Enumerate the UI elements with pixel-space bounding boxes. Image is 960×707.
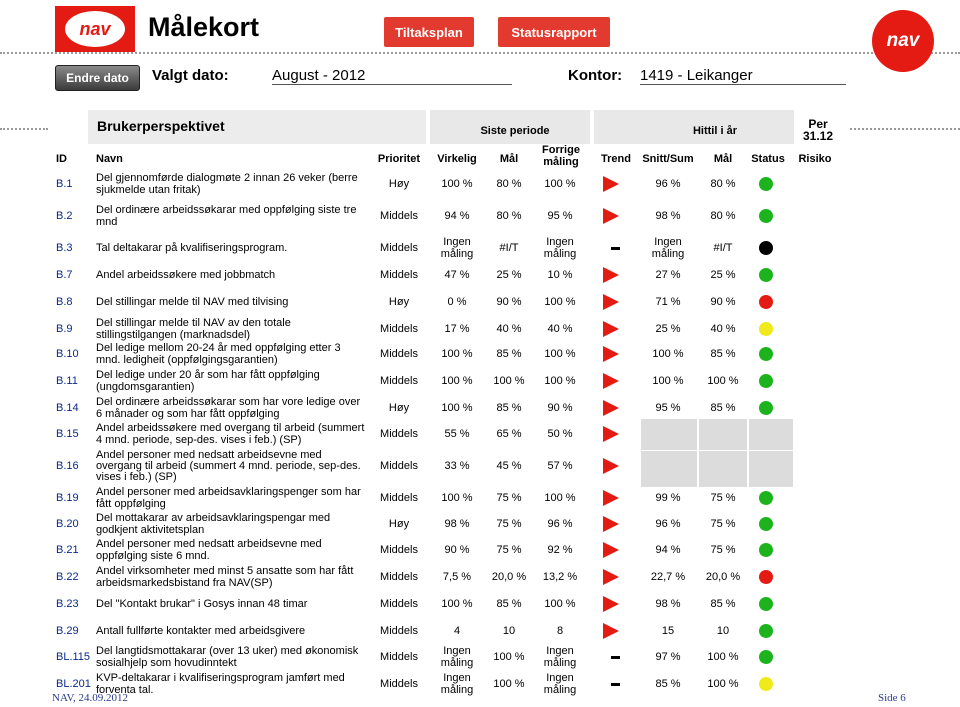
row-actual: 7,5 % [442, 571, 472, 583]
table-row[interactable] [0, 204, 960, 228]
table-row[interactable] [0, 486, 960, 510]
row-id: B.15 [56, 428, 79, 440]
nav-logo-mark: nav [65, 11, 125, 47]
last-period-header: Siste periode [480, 125, 550, 137]
tab-tiltaksplan[interactable]: Tiltaksplan [384, 17, 474, 47]
ytd-header: Hittil i år [692, 125, 737, 137]
row-target2: 90 % [710, 296, 736, 308]
row-name: Del ledige under 20 år som har fått oppfølging (ungdomsgarantien) [96, 369, 320, 393]
row-priority: Middels [380, 571, 418, 583]
row-avg: 97 % [655, 651, 681, 663]
row-target2: 85 % [710, 348, 736, 360]
row-previous: Ingen måling [543, 645, 577, 669]
row-id: BL.115 [56, 651, 91, 663]
row-id: B.29 [56, 625, 79, 637]
row-previous: 90 % [547, 402, 573, 414]
footer-left: NAV, 24.09.2012 [52, 692, 128, 704]
col-name: Navn [96, 153, 123, 165]
row-actual: Ingen måling [440, 645, 474, 669]
footer-right: Side 6 [878, 692, 906, 704]
status-green-icon [759, 177, 773, 191]
row-target: 40 % [496, 323, 522, 335]
row-id: B.16 [56, 460, 79, 472]
row-priority: Middels [380, 625, 418, 637]
row-id: B.1 [56, 178, 73, 190]
row-previous: 96 % [547, 518, 573, 530]
row-avg: 15 [661, 625, 675, 637]
row-priority: Middels [380, 460, 418, 472]
col-avg: Snitt/Sum [642, 153, 694, 165]
trend-arrow-icon [603, 400, 619, 416]
trend-flat-icon [611, 656, 620, 659]
selected-date-value[interactable]: August - 2012 [272, 67, 512, 85]
status-black-icon [759, 241, 773, 255]
row-target: 65 % [496, 428, 522, 440]
row-actual: 100 % [441, 375, 473, 387]
row-priority: Middels [380, 348, 418, 360]
row-name: Del ordinære arbeidssøkarar med oppfølging siste tre mnd [96, 204, 357, 228]
row-priority: Middels [380, 323, 418, 335]
row-target: 80 % [496, 178, 522, 190]
status-green-icon [759, 517, 773, 531]
row-previous: 100 % [544, 296, 576, 308]
row-target: 100 % [493, 678, 525, 690]
row-priority: Høy [388, 178, 410, 190]
row-priority: Middels [380, 210, 418, 222]
row-target2: 80 % [710, 210, 736, 222]
row-target2: 10 [716, 625, 730, 637]
trend-arrow-icon [603, 346, 619, 362]
row-name: Andel personer med nedsatt arbeidsevne med oppfølging siste 6 mnd. [96, 538, 322, 562]
row-priority: Middels [380, 598, 418, 610]
selected-date-label: Valgt dato: [152, 67, 229, 84]
row-priority: Middels [380, 678, 418, 690]
row-target: #I/T [499, 242, 519, 254]
table-row[interactable] [0, 263, 960, 287]
table-row[interactable] [0, 672, 960, 696]
row-target: 100 % [493, 375, 525, 387]
row-name: Del ledige mellom 20-24 år med oppfølging etter 3 mnd. ledigheit (oppfølgingsgarantien) [96, 342, 341, 366]
table-row[interactable] [0, 396, 960, 420]
nav-logo-right: nav [872, 10, 934, 72]
row-priority: Høy [388, 402, 410, 414]
trend-arrow-icon [603, 596, 619, 612]
row-previous: 13,2 % [542, 571, 578, 583]
row-name: Andel personer med nedsatt arbeidsevne med overgang til arbeid (summert 4 mnd. periode, sep-des. vises i feb.) (SP) [96, 448, 361, 483]
row-id: B.14 [56, 402, 79, 414]
row-id: BL.201 [56, 678, 91, 690]
row-target2: 40 % [710, 323, 736, 335]
trend-arrow-icon [603, 176, 619, 192]
status-red-icon [759, 295, 773, 309]
row-previous: 100 % [544, 348, 576, 360]
row-priority: Høy [388, 518, 410, 530]
row-name: Antall fullførte kontakter med arbeidsgivere [96, 625, 306, 637]
row-avg: 85 % [655, 678, 681, 690]
row-target: 85 % [496, 402, 522, 414]
trend-arrow-icon [603, 321, 619, 337]
separator-top [0, 52, 960, 54]
trend-arrow-icon [603, 516, 619, 532]
table-row[interactable] [0, 290, 960, 314]
row-id: B.21 [56, 544, 79, 556]
row-target: 85 % [496, 598, 522, 610]
col-target: Mål [499, 153, 519, 165]
row-previous: 50 % [547, 428, 573, 440]
trend-arrow-icon [603, 569, 619, 585]
row-priority: Middels [380, 544, 418, 556]
table-row[interactable] [0, 369, 960, 393]
row-id: B.20 [56, 518, 79, 530]
row-name: Andel virksomheter med minst 5 ansatte som har fått arbeidsmarkedsbistand fra NAV(SP) [96, 565, 354, 589]
table-row[interactable] [0, 645, 960, 669]
row-actual: 55 % [444, 428, 470, 440]
row-priority: Middels [380, 242, 418, 254]
row-avg: 99 % [655, 492, 681, 504]
separator-mid-right [850, 128, 960, 130]
status-yellow-icon [759, 677, 773, 691]
status-green-icon [759, 597, 773, 611]
trend-flat-icon [611, 683, 620, 686]
trend-arrow-icon [603, 294, 619, 310]
status-red-icon [759, 570, 773, 584]
row-avg: 100 % [652, 375, 684, 387]
row-target2: 75 % [710, 492, 736, 504]
row-avg: 96 % [655, 178, 681, 190]
row-id: B.23 [56, 598, 79, 610]
row-actual: 98 % [444, 518, 470, 530]
row-id: B.19 [56, 492, 79, 504]
row-actual: 100 % [441, 492, 473, 504]
row-priority: Middels [380, 375, 418, 387]
table-row[interactable] [0, 236, 960, 260]
section-title: Brukerperspektivet [97, 118, 225, 134]
table-row[interactable] [0, 619, 960, 643]
per-header: Per 31.12 [802, 117, 834, 143]
row-id: B.11 [56, 375, 78, 387]
status-green-icon [759, 491, 773, 505]
row-target2: 80 % [710, 178, 736, 190]
row-priority: Middels [380, 428, 418, 440]
row-actual: 33 % [444, 460, 470, 472]
row-target2: 75 % [710, 518, 736, 530]
row-target2: 85 % [710, 598, 736, 610]
status-green-icon [759, 374, 773, 388]
row-target2: 85 % [710, 402, 736, 414]
nav-logo [55, 6, 135, 52]
row-actual: 0 % [447, 296, 467, 308]
trend-arrow-icon [603, 490, 619, 506]
row-target2: 100 % [707, 678, 739, 690]
status-green-icon [759, 209, 773, 223]
row-previous: 100 % [544, 375, 576, 387]
row-avg: 98 % [655, 598, 681, 610]
table-row[interactable] [0, 317, 960, 341]
row-target: 85 % [496, 348, 522, 360]
row-target: 25 % [496, 269, 522, 281]
row-previous: 57 % [547, 460, 573, 472]
row-avg: 95 % [655, 402, 681, 414]
row-actual: 100 % [441, 348, 473, 360]
row-id: B.3 [56, 242, 73, 254]
row-previous: 40 % [547, 323, 573, 335]
row-name: Del stillingar melde til NAV av den totale stillingstilgangen (marknadsdel) [96, 317, 291, 341]
table-row[interactable] [0, 565, 960, 589]
row-priority: Høy [388, 296, 410, 308]
row-target2: 100 % [707, 651, 739, 663]
row-avg: 100 % [652, 348, 684, 360]
separator-mid [0, 128, 48, 130]
row-target: 75 % [496, 544, 522, 556]
row-previous: 95 % [547, 210, 573, 222]
col-trend: Trend [601, 153, 631, 165]
row-name: Del "Kontakt brukar" i Gosys innan 48 timar [96, 598, 308, 610]
col-status: Status [751, 153, 785, 165]
row-priority: Middels [380, 492, 418, 504]
trend-arrow-icon [603, 208, 619, 224]
row-target: 45 % [496, 460, 522, 472]
tab-statusrapport[interactable]: Statusrapport [498, 17, 610, 47]
office-value[interactable]: 1419 - Leikanger [640, 67, 846, 85]
status-green-icon [759, 268, 773, 282]
row-id: B.22 [56, 571, 79, 583]
table-row[interactable] [0, 172, 960, 196]
row-actual: Ingen måling [440, 672, 474, 696]
trend-arrow-icon [603, 542, 619, 558]
row-previous: 100 % [544, 598, 576, 610]
row-avg: 71 % [655, 296, 681, 308]
row-actual: 100 % [441, 178, 473, 190]
row-target2: 25 % [710, 269, 736, 281]
col-target2: Mål [713, 153, 733, 165]
col-actual: Virkelig [437, 153, 477, 165]
table-row[interactable] [0, 512, 960, 536]
trend-flat-icon [611, 247, 620, 250]
table-row[interactable] [0, 422, 960, 446]
row-previous: Ingen måling [543, 672, 577, 696]
row-actual: 100 % [441, 598, 473, 610]
row-target2: 100 % [707, 375, 739, 387]
row-name: Del stillingar melde til NAV med tilvising [96, 296, 289, 308]
status-green-icon [759, 401, 773, 415]
row-actual: 4 [453, 625, 461, 637]
row-target: 80 % [496, 210, 522, 222]
trend-arrow-icon [603, 458, 619, 474]
row-avg: Ingen måling [651, 236, 685, 260]
row-avg: 98 % [655, 210, 681, 222]
row-name: Del ordinære arbeidssøkarar som har vore ledige over 6 månader og som har fått oppfølging [96, 396, 361, 420]
row-name: KVP-deltakarar i kvalifiseringsprogram jamført med forventa tal. [96, 672, 345, 696]
row-id: B.7 [56, 269, 73, 281]
row-target2: 75 % [710, 544, 736, 556]
col-id: ID [56, 153, 67, 165]
status-yellow-icon [759, 322, 773, 336]
table-row[interactable] [0, 448, 960, 483]
row-name: Tal deltakarar på kvalifiseringsprogram. [96, 242, 288, 254]
row-target: 100 % [493, 651, 525, 663]
trend-arrow-icon [603, 426, 619, 442]
row-name: Andel arbeidssøkere med jobbmatch [96, 269, 276, 281]
row-avg: 27 % [655, 269, 681, 281]
row-target2: #I/T [713, 242, 733, 254]
row-actual: 47 % [444, 269, 470, 281]
row-avg: 22,7 % [650, 571, 686, 583]
row-actual: 94 % [444, 210, 470, 222]
row-name: Andel personer med arbeidsavklaringspenger som har fått oppfølging [96, 486, 361, 510]
row-name: Andel arbeidssøkere med overgang til arbeid (summert 4 mnd. periode, sep-des. vises i feb.) (SP) [96, 422, 365, 446]
trend-arrow-icon [603, 267, 619, 283]
row-id: B.2 [56, 210, 73, 222]
row-actual: 17 % [444, 323, 470, 335]
row-avg: 25 % [655, 323, 681, 335]
row-previous: 100 % [544, 492, 576, 504]
row-actual: 100 % [441, 402, 473, 414]
table-row[interactable] [0, 342, 960, 366]
row-priority: Middels [380, 651, 418, 663]
row-previous: 8 [556, 625, 564, 637]
page-title: Målekort [148, 12, 260, 42]
trend-arrow-icon [603, 623, 619, 639]
row-name: Del langtidsmottakarar (over 13 uker) med økonomisk sosialhjelp som hovudinntekt [96, 645, 359, 669]
status-green-icon [759, 347, 773, 361]
row-name: Del gjennomførde dialogmøte 2 innan 26 veker (berre sjukmelde utan fritak) [96, 172, 358, 196]
row-previous: Ingen måling [543, 236, 577, 260]
row-target2: 20,0 % [705, 571, 741, 583]
col-risk: Risiko [798, 153, 832, 165]
status-green-icon [759, 650, 773, 664]
row-actual: 90 % [444, 544, 470, 556]
office-label: Kontor: [568, 67, 623, 84]
row-avg: 94 % [655, 544, 681, 556]
row-priority: Middels [380, 269, 418, 281]
row-target: 75 % [496, 518, 522, 530]
status-green-icon [759, 624, 773, 638]
row-id: B.8 [56, 296, 73, 308]
row-target: 90 % [496, 296, 522, 308]
row-id: B.9 [56, 323, 73, 335]
row-previous: 100 % [544, 178, 576, 190]
col-previous: Forrige måling [542, 144, 580, 168]
row-avg: 96 % [655, 518, 681, 530]
row-id: B.10 [56, 348, 79, 360]
row-target: 20,0 % [491, 571, 527, 583]
status-green-icon [759, 543, 773, 557]
row-target: 75 % [496, 492, 522, 504]
row-name: Del mottakarar av arbeidsavklaringspengar med godkjent aktivitetsplan [96, 512, 331, 536]
row-previous: 10 % [547, 269, 573, 281]
trend-arrow-icon [603, 373, 619, 389]
change-date-button[interactable]: Endre dato [55, 65, 140, 91]
table-row[interactable] [0, 592, 960, 616]
row-previous: 92 % [547, 544, 573, 556]
row-target: 10 [502, 625, 516, 637]
col-priority: Prioritet [377, 153, 421, 165]
table-row[interactable] [0, 538, 960, 562]
row-actual: Ingen måling [440, 236, 474, 260]
